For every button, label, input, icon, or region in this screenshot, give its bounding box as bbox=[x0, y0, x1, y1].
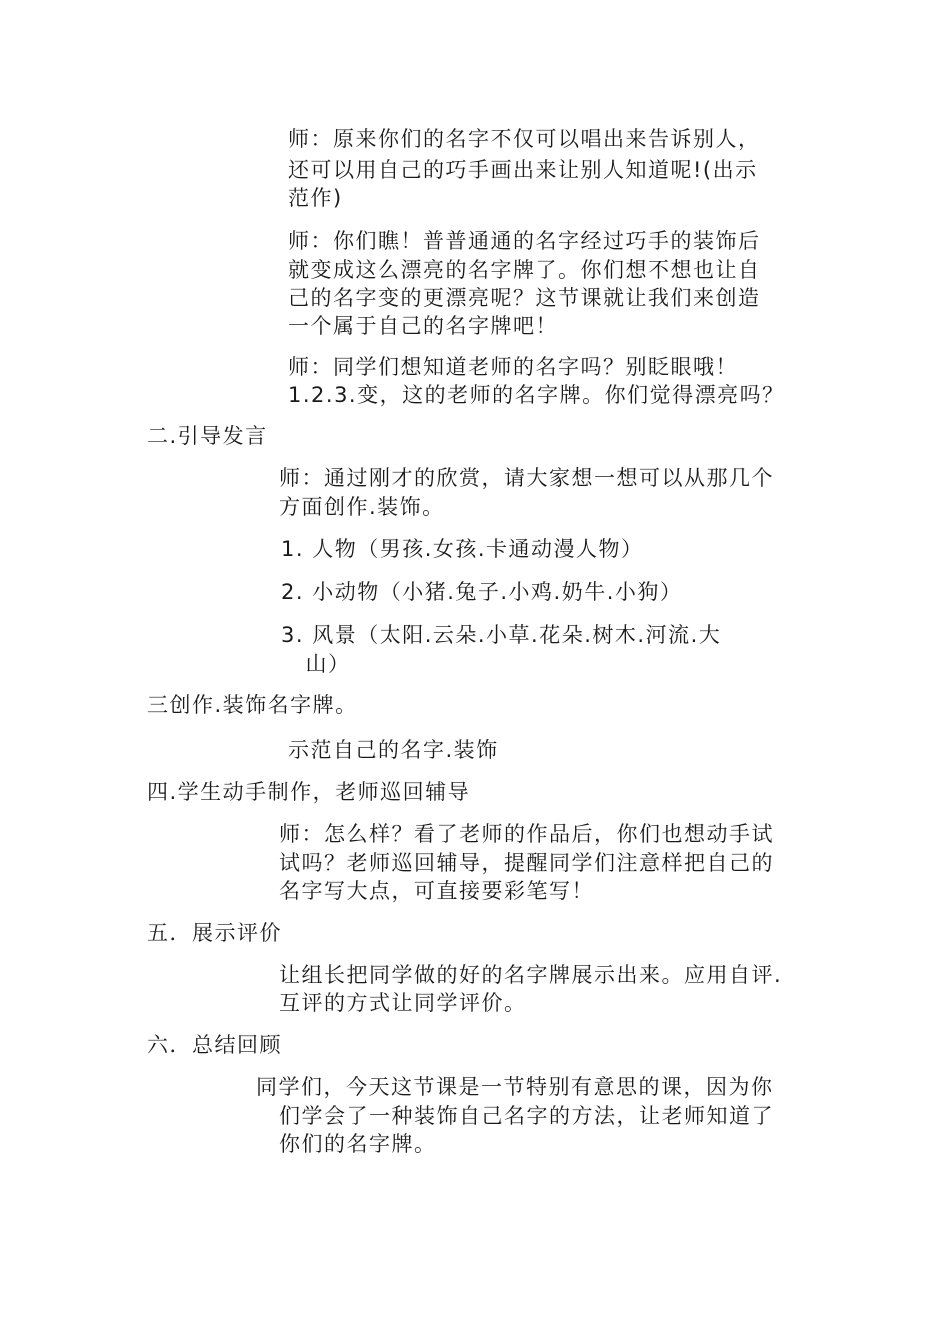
paragraph-line: 就变成这么漂亮的名字牌了。你们想不想也让自 bbox=[288, 258, 761, 282]
paragraph-line: 同学们，今天这节课是一节特别有意思的课，因为你 bbox=[256, 1075, 774, 1099]
paragraph-line: 们学会了一种装饰自己名字的方法，让老师知道了 bbox=[279, 1104, 774, 1128]
paragraph-line: 让组长把同学做的好的名字牌展示出来。应用自评. bbox=[279, 963, 783, 987]
list-item: 3. 风景（太阳.云朵.小草.花朵.树木.河流.大 bbox=[281, 623, 722, 647]
paragraph-line: 师：通过刚才的欣赏，请大家想一想可以从那几个 bbox=[279, 466, 774, 490]
paragraph-line: 示范自己的名字.装饰 bbox=[288, 738, 499, 762]
paragraph-line: 己的名字变的更漂亮呢？这节课就让我们来创造 bbox=[288, 286, 761, 310]
list-item: 2. 小动物（小猪.兔子.小鸡.奶牛.小狗） bbox=[281, 580, 683, 604]
paragraph-line: 方面创作.装饰。 bbox=[279, 495, 445, 519]
paragraph-line: 范作) bbox=[288, 186, 343, 210]
paragraph-line: 名字写大点，可直接要彩笔写！ bbox=[279, 879, 594, 903]
paragraph-line: 师：你们瞧！普普通通的名字经过巧手的装饰后 bbox=[288, 229, 761, 253]
paragraph-line: 你们的名字牌。 bbox=[279, 1132, 437, 1156]
paragraph-line: 还可以用自己的巧手画出来让别人知道呢!(出示 bbox=[288, 158, 758, 182]
list-item: 1. 人物（男孩.女孩.卡通动漫人物） bbox=[281, 537, 644, 561]
paragraph-line: 师：怎么样？看了老师的作品后，你们也想动手试 bbox=[279, 822, 774, 846]
section-heading: 五．展示评价 bbox=[147, 921, 282, 945]
section-heading: 二.引导发言 bbox=[147, 424, 268, 448]
section-heading: 三创作.装饰名字牌。 bbox=[147, 693, 358, 717]
paragraph-line: 互评的方式让同学评价。 bbox=[279, 991, 527, 1015]
paragraph-line: 师：原来你们的名字不仅可以唱出来告诉别人， bbox=[288, 127, 761, 151]
paragraph-line: 师：同学们想知道老师的名字吗？别眨眼哦！ bbox=[288, 355, 738, 379]
paragraph-line: 一个属于自己的名字牌吧！ bbox=[288, 314, 558, 338]
section-heading: 四.学生动手制作，老师巡回辅导 bbox=[147, 780, 471, 804]
list-item: 山） bbox=[281, 652, 351, 676]
section-heading: 六．总结回顾 bbox=[147, 1033, 282, 1057]
paragraph-line: 1.2.3.变，这的老师的名字牌。你们觉得漂亮吗？ bbox=[288, 383, 785, 407]
paragraph-line: 试吗？老师巡回辅导，提醒同学们注意样把自己的 bbox=[279, 851, 774, 875]
